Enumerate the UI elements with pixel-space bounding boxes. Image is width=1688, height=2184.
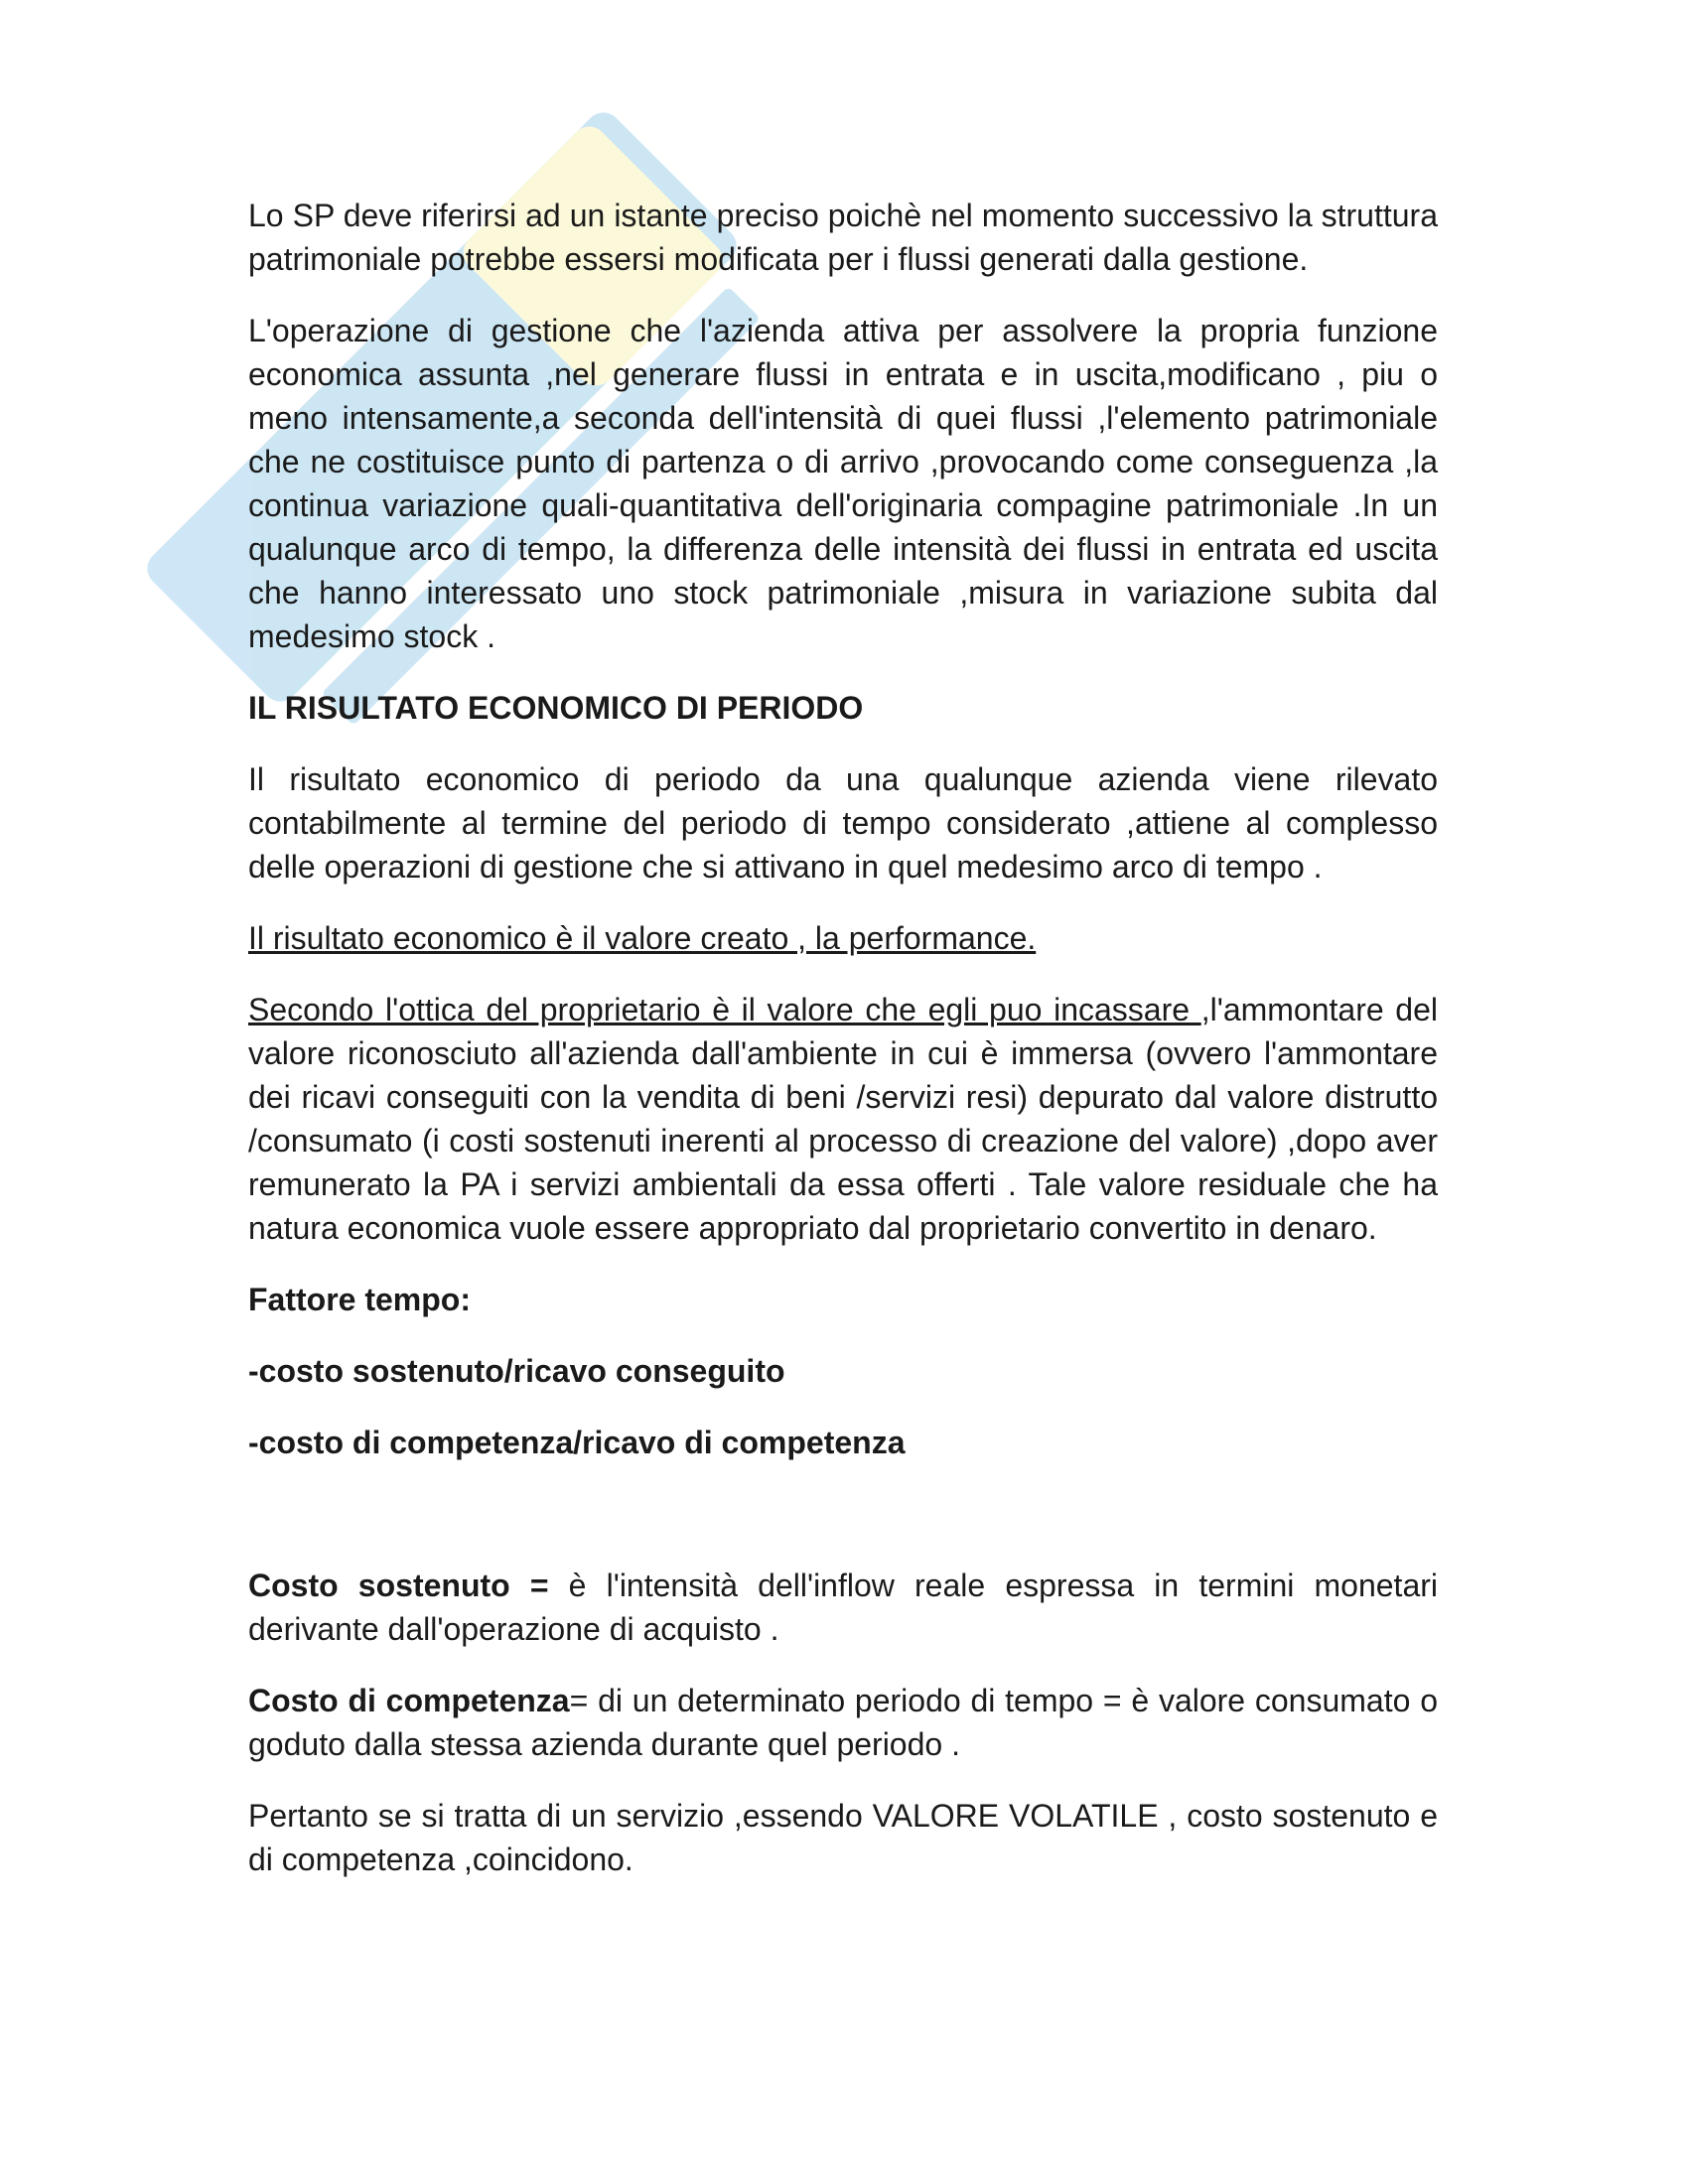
paragraph-ottica-proprietario (248, 988, 1438, 1250)
costo-sostenuto-term: Costo sostenuto = (248, 1568, 549, 1603)
paragraph-operazione-gestione: L'operazione di gestione che l'azienda attiva per assolvere la propria funzione economica assunta ,nel generare flussi in entrata e in uscita,modificano , piu o meno intensamente,a seconda dell'intensità di quei flussi ,l'elemento patrimoniale che ne costituisce punto di partenza o di arrivo ,provocando come conseguenza ,la continua variazione quali-quantitativa dell'originaria compagine patrimoniale .In un qualunque arco di tempo, la differenza delle intensità dei flussi in entrata ed uscita che hanno interessato uno stock patrimoniale ,misura in variazione subita dal medesimo stock . (248, 313, 1438, 654)
paragraph-risultato-periodo: Il risultato economico di periodo da una qualunque azienda viene rilevato contabilmente al termine del periodo di tempo considerato ,attiene al complesso delle operazioni di gestione che si attivano in quel medesimo arco di tempo . (248, 761, 1438, 885)
costo-competenza-term: Costo di competenza (248, 1683, 570, 1718)
paragraph-valore-volatile: Pertanto se si tratta di un servizio ,essendo VALORE VOLATILE , costo sostenuto e di competenza ,coincidono. (248, 1798, 1438, 1877)
list-item-costo-competenza: -costo di competenza/ricavo di competenza (248, 1425, 906, 1460)
paragraph-costo-competenza (248, 1679, 1438, 1766)
paragraph-valore-creato: Il risultato economico è il valore creato , la performance. (248, 920, 1037, 956)
costo-competenza-definition: = di un determinato periodo di tempo = è valore consumato o goduto dalla stessa azienda durante quel periodo . (248, 1683, 1439, 1762)
ottica-proprietario-rest: ,l'ammontare del valore riconosciuto all'azienda dall'ambiente in cui è immersa (ovvero l'ammontare dei ricavi conseguiti con la vendita di beni /servizi resi) depurato dal valore distrutto /consumato (i costi sostenuti inerenti al processo di creazione del valore) ,dopo aver remunerato la PA i servizi ambientali da essa offerti . Tale valore residuale che ha natura economica vuole essere appropriato dal proprietario convertito in denaro. (248, 992, 1439, 1246)
document-body (248, 194, 1438, 1909)
ottica-proprietario-underlined: Secondo l'ottica del proprietario è il valore che egli puo incassare (248, 992, 1201, 1027)
paragraph-costo-sostenuto (248, 1564, 1438, 1651)
costo-sostenuto-definition: è l'intensità dell'inflow reale espressa in termini monetari derivante dall'operazione di acquisto . (248, 1568, 1438, 1647)
heading-risultato-economico: IL RISULTATO ECONOMICO DI PERIODO (248, 690, 864, 726)
heading-fattore-tempo: Fattore tempo: (248, 1282, 471, 1317)
list-item-costo-sostenuto: -costo sostenuto/ricavo conseguito (248, 1353, 785, 1389)
paragraph-sp-istante: Lo SP deve riferirsi ad un istante preciso poichè nel momento successivo la struttura patrimoniale potrebbe essersi modificata per i flussi generati dalla gestione. (248, 198, 1438, 277)
blank-space (248, 1492, 1438, 1564)
